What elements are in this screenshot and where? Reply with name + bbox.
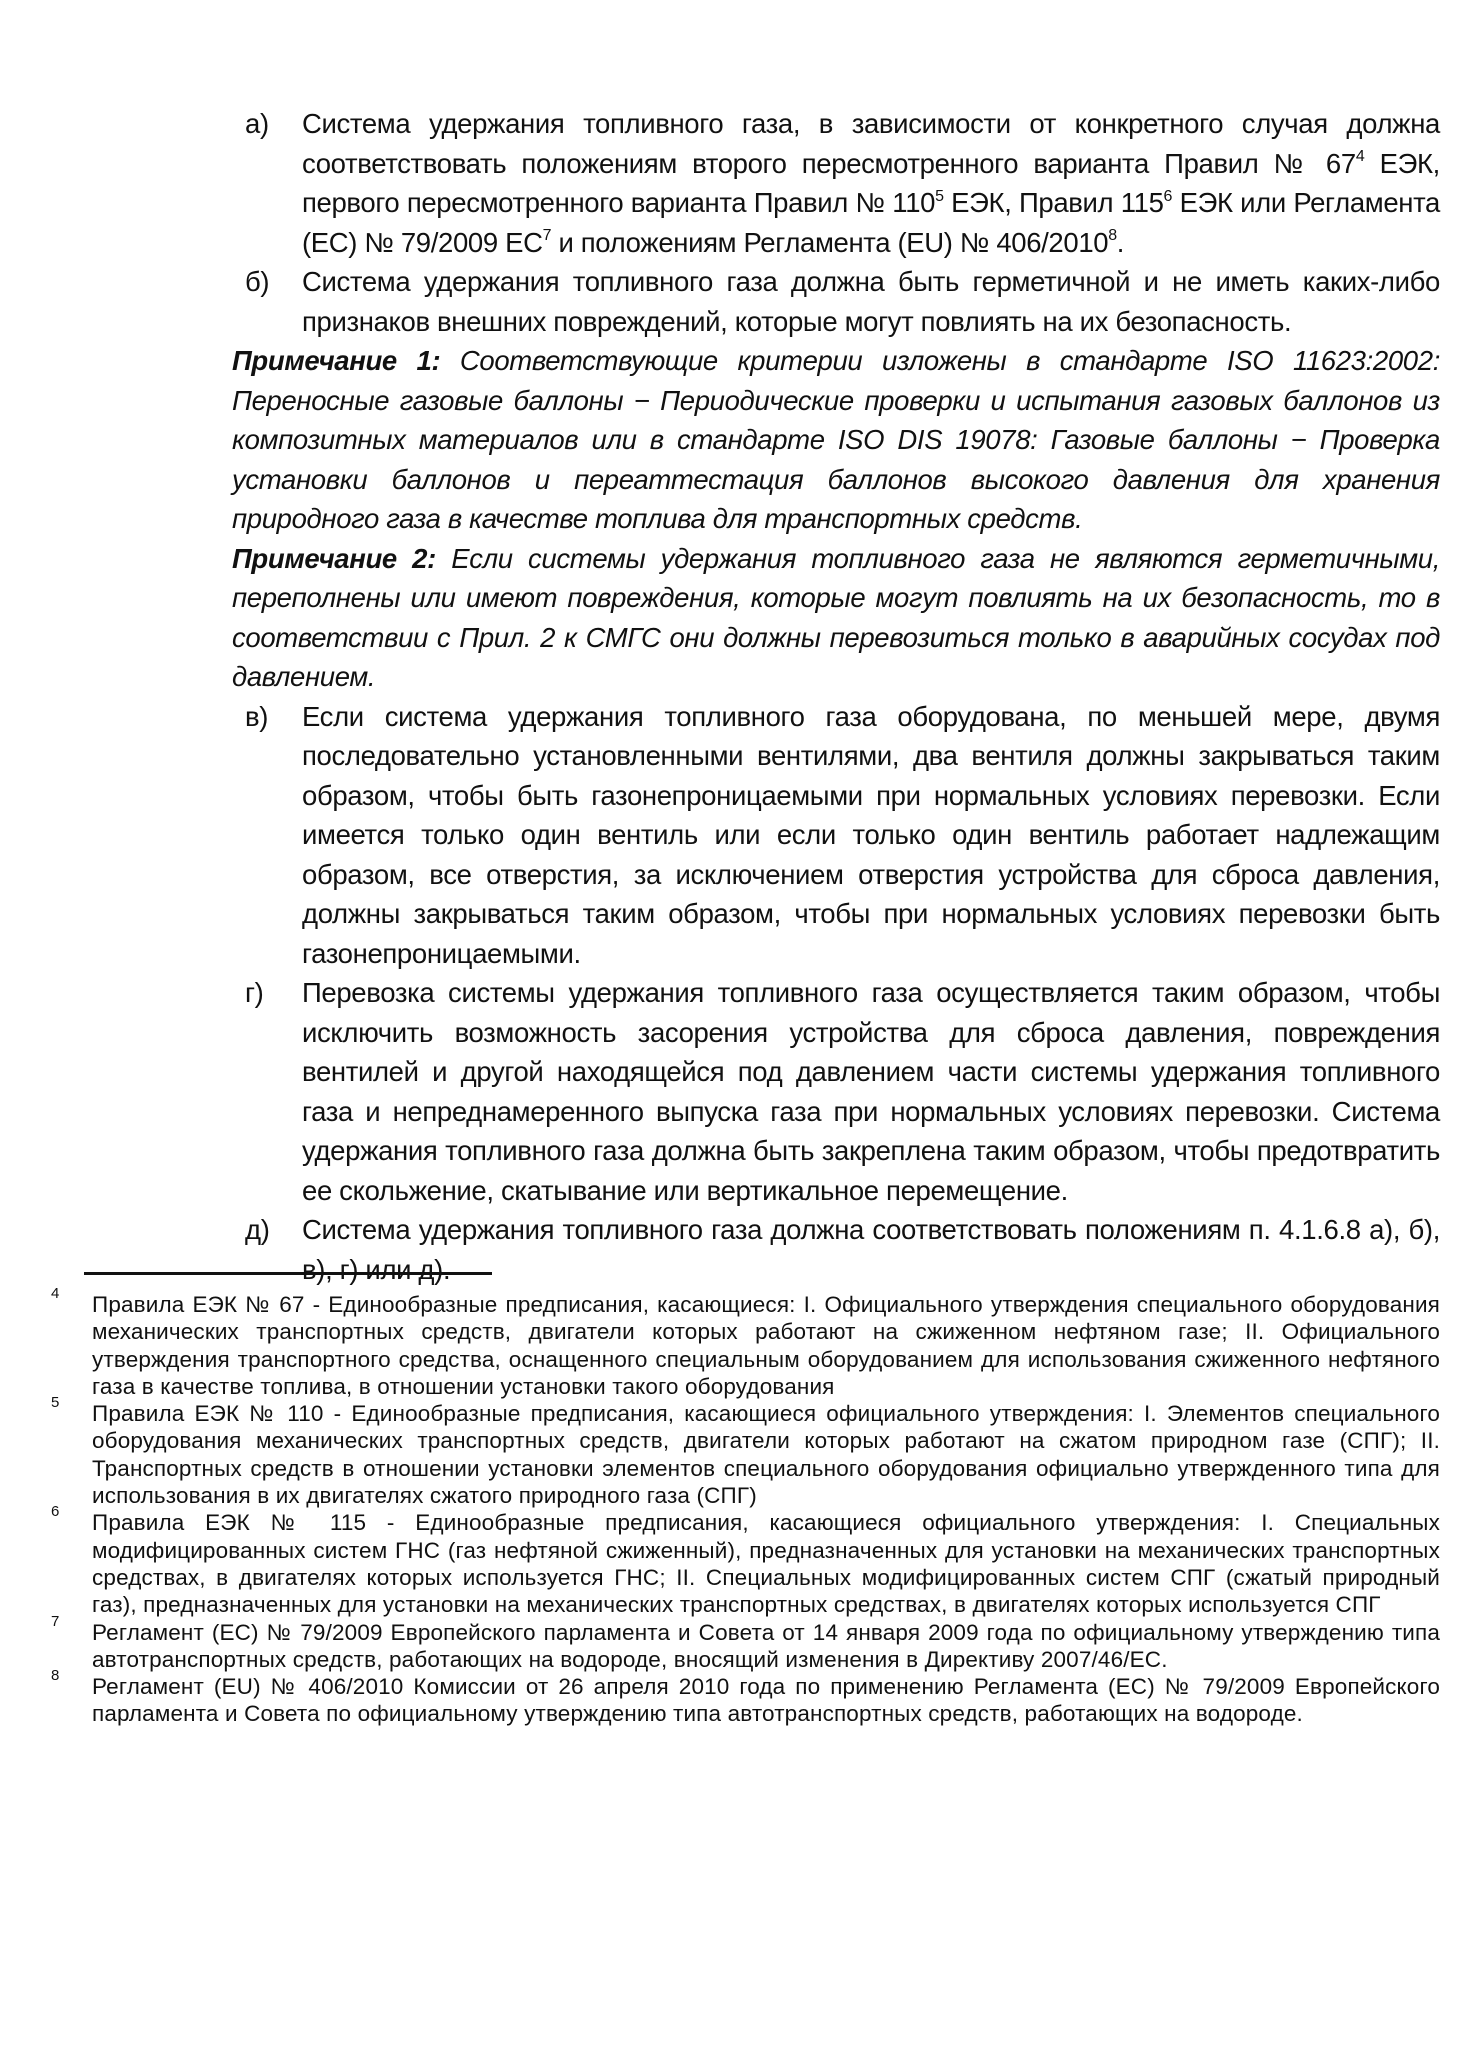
footnotes — [48, 1285, 1440, 1728]
item-text: ЕЭК или Регламента (ЕС) № 79/2009 ЕС — [302, 187, 1440, 258]
footnote-number: 7 — [51, 1612, 60, 1630]
item-text: Если система удержания топливного газа оборудована, по меньшей мере, двумя последовательно установленными вентилями, два вентиля должны закрываться таким образом, чтобы быть газонепроницаемыми при нормальных условиях перевозки. Если имеется только один вентиль или если только один вентиль работает надлежащим образом, все отверстия, за исключением отверстия устройства для сброса давления, должны закрываться таким образом, чтобы при нормальных условиях перевозки быть газонепроницаемыми. — [302, 700, 1440, 969]
footnote-text: Правила ЕЭК № 110 - Единообразные предписания, касающиеся официального утверждения: I. Элементов специального оборудования механических транспортных средств, двигатели которых работают на сжатом природном газе (СПГ); II. Транспортных средств в отношении установки элементов специального оборудования официально утвержденного типа для использования в их двигателях сжатого природного газа (СПГ) — [92, 1401, 1440, 1509]
list-marker: д) — [245, 1214, 270, 1245]
footnote-5 — [48, 1394, 1440, 1509]
list-item-d — [232, 1210, 1440, 1289]
list-item-a — [232, 104, 1440, 262]
item-text: и положениям Регламента (EU) № 406/2010 — [551, 226, 1109, 258]
main-body — [232, 104, 1440, 1289]
footnote-separator — [84, 1272, 492, 1275]
footnote-ref[interactable]: 8 — [1108, 227, 1117, 245]
item-text: Система удержания топливного газа должна быть герметичной и не иметь каких-либо признаков внешних повреждений, которые могут повлиять на их безопасность. — [302, 266, 1440, 337]
footnote-text: Регламент (EU) № 406/2010 Комиссии от 26 апреля 2010 года по применению Регламента (ЕС) № 79/2009 Европейского парламента и Совета по официальному утверждению типа автотранспортных средств, работающих на водороде. — [92, 1674, 1440, 1727]
footnote-number: 8 — [51, 1667, 60, 1685]
footnote-8 — [48, 1667, 1440, 1728]
footnote-number: 4 — [51, 1285, 60, 1302]
footnote-number: 5 — [51, 1394, 60, 1412]
footnote-text: Регламент (ЕС) № 79/2009 Европейского парламента и Совета от 14 января 2009 года по официальному утверждению типа автотранспортных средств, работающих на водороде, вносящий изменения в Директиву 2007/46/ЕС. — [92, 1619, 1440, 1672]
footnote-6 — [48, 1503, 1440, 1618]
note-1 — [232, 341, 1440, 539]
item-text: Перевозка системы удержания топливного газа осуществляется таким образом, чтобы исключить возможность засорения устройства для сброса давления, повреждения вентилей и другой находящейся под давлением части системы удержания топливного газа и непреднамеренного выпуска газа при нормальных условиях перевозки. Система удержания топливного газа должна быть закреплена таким образом, чтобы предотвратить ее скольжение, скатывание или вертикальное перемещение. — [302, 977, 1440, 1206]
item-text: Система удержания топливного газа должна соответствовать положениям п. 4.1.6.8 а), б), в), г) или д). — [302, 1214, 1440, 1285]
note-label: Примечание 2: — [232, 542, 436, 574]
list-item-b — [232, 262, 1440, 341]
list-marker: б) — [245, 266, 270, 297]
item-text: Система удержания топливного газа, в зависимости от конкретного случая должна соответствовать положениям второго пересмотренного варианта Правил № 67 — [302, 108, 1440, 179]
footnote-ref[interactable]: 7 — [542, 227, 552, 245]
footnote-ref[interactable]: 5 — [935, 187, 944, 205]
list-item-v — [232, 697, 1440, 974]
footnote-4 — [48, 1285, 1440, 1400]
note-label: Примечание 1: — [232, 345, 441, 376]
list-marker: а) — [245, 108, 269, 139]
item-text: ЕЭК, первого пересмотренного варианта Правил № 110 — [302, 147, 1440, 218]
item-text: ЕЭК, Правил 115 — [943, 187, 1164, 218]
list-marker: г) — [245, 977, 264, 1008]
note-2 — [232, 539, 1440, 697]
footnote-number: 6 — [51, 1503, 60, 1521]
note-text: Соответствующие критерии изложены в стандарте ISO 11623:2002: Переносные газовые баллоны − Периодические проверки и испытания газовых баллонов из композитных материалов или в стандарте ISO DIS 19078: Газовые баллоны − Проверка установки баллонов и переаттестация баллонов высокого давления для хранения природного газа в качестве топлива для транспортных средств. — [232, 345, 1440, 534]
footnote-7 — [48, 1612, 1440, 1674]
footnote-ref[interactable]: 4 — [1355, 148, 1365, 166]
footnote-text: Правила ЕЭК № 115 - Единообразные предписания, касающиеся официального утверждения: I. Специальных модифицированных систем ГНС (газ нефтяной сжиженный), предназначенных для установки на механических транспортных средствах, в двигателях которых используется ГНС; II. Специальных модифицированных систем СПГ (сжатый природный газ), предназначенных для установки на механических транспортных средствах, в двигателях которых используется СПГ — [92, 1510, 1440, 1618]
footnote-text: Правила ЕЭК № 67 - Единообразные предписания, касающиеся: I. Официального утверждения специального оборудования механических транспортных средств, двигатели которых работают на сжиженном нефтяном газе; II. Официального утверждения транспортного средства, оснащенного специальным оборудованием для использования сжиженного нефтяного газа в качестве топлива, в отношении установки такого оборудования — [92, 1292, 1440, 1399]
list-item-g — [232, 973, 1440, 1210]
footnote-ref[interactable]: 6 — [1163, 187, 1173, 205]
item-text: . — [1116, 226, 1125, 258]
note-text: Если системы удержания топливного газа не являются герметичными, переполнены или имеют повреждения, которые могут повлиять на их безопасность, то в соответствии с Прил. 2 к СМГС они должны перевозиться только в аварийных сосудах под давлением. — [232, 542, 1440, 692]
list-marker: в) — [245, 700, 269, 732]
